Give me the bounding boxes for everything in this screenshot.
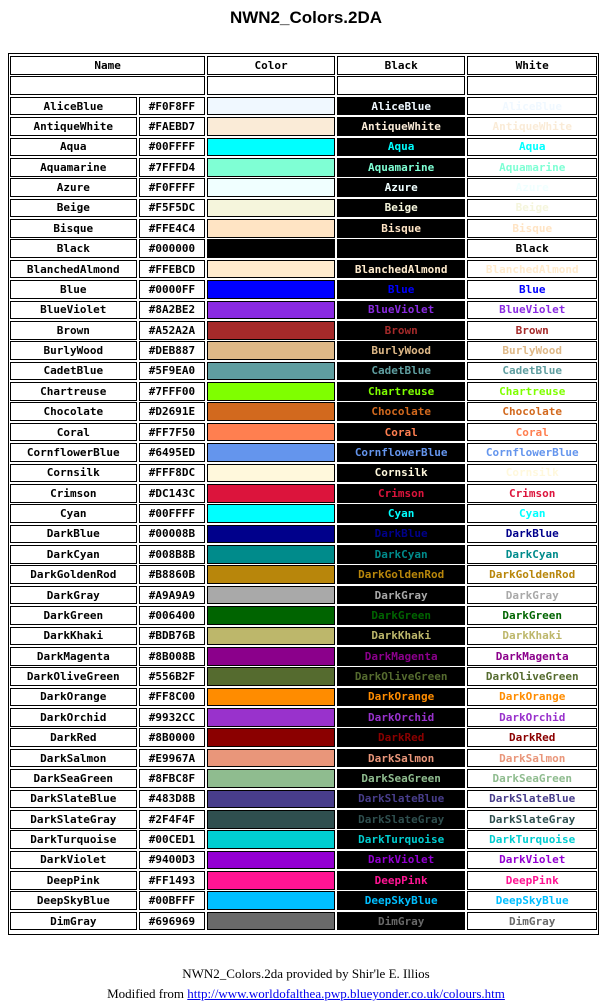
table-row <box>10 912 597 931</box>
table-row <box>10 525 597 544</box>
color-swatch <box>207 239 335 258</box>
color-name: Coral <box>10 423 137 442</box>
color-hex: #F0FFFF <box>139 178 206 197</box>
header-row <box>10 56 597 75</box>
color-swatch <box>207 851 335 870</box>
color-hex: #8B0000 <box>139 728 206 747</box>
spacer-cell <box>467 76 597 95</box>
color-hex: #A9A9A9 <box>139 586 206 605</box>
color-swatch <box>207 484 335 503</box>
table-row <box>10 321 597 340</box>
color-swatch <box>207 728 335 747</box>
header-name: Name <box>10 56 205 75</box>
name-on-black: Blue <box>337 280 466 299</box>
color-swatch <box>207 647 335 666</box>
color-swatch <box>207 321 335 340</box>
color-name: DarkKhaki <box>10 627 137 646</box>
color-hex: #FFE4C4 <box>139 219 206 238</box>
name-on-white: DarkSlateBlue <box>467 790 597 809</box>
name-on-white: DeepSkyBlue <box>467 891 597 910</box>
header-color: Color <box>207 56 335 75</box>
color-hex: #D2691E <box>139 402 206 421</box>
color-hex: #8A2BE2 <box>139 301 206 320</box>
name-on-black: DarkGray <box>337 586 466 605</box>
table-row <box>10 749 597 768</box>
name-on-white: DarkTurquoise <box>467 830 597 849</box>
color-name: Azure <box>10 178 137 197</box>
header-white: White <box>467 56 597 75</box>
name-on-black: BlanchedAlmond <box>337 260 466 279</box>
name-on-black: AntiqueWhite <box>337 117 466 136</box>
color-swatch <box>207 891 335 910</box>
color-swatch <box>207 525 335 544</box>
color-name: AliceBlue <box>10 97 137 116</box>
spacer-row <box>10 76 597 95</box>
color-swatch <box>207 443 335 462</box>
color-hex: #6495ED <box>139 443 206 462</box>
name-on-black: DarkSalmon <box>337 749 466 768</box>
color-name: DarkBlue <box>10 525 137 544</box>
name-on-black: Cornsilk <box>337 464 466 483</box>
color-hex: #FF1493 <box>139 871 206 890</box>
color-swatch <box>207 790 335 809</box>
color-hex: #7FFFD4 <box>139 158 206 177</box>
table-row <box>10 504 597 523</box>
table-row <box>10 239 597 258</box>
name-on-black: BurlyWood <box>337 341 466 360</box>
color-swatch <box>207 464 335 483</box>
table-row <box>10 423 597 442</box>
color-name: DarkGreen <box>10 606 137 625</box>
name-on-black: DarkViolet <box>337 851 466 870</box>
name-on-black: DarkSlateGray <box>337 810 466 829</box>
table-row <box>10 728 597 747</box>
color-swatch <box>207 402 335 421</box>
table-row <box>10 851 597 870</box>
color-swatch <box>207 769 335 788</box>
color-hex: #696969 <box>139 912 206 931</box>
header-black: Black <box>337 56 466 75</box>
color-hex: #FAEBD7 <box>139 117 206 136</box>
color-swatch <box>207 688 335 707</box>
color-name: DeepSkyBlue <box>10 891 137 910</box>
table-row <box>10 138 597 157</box>
name-on-white: Aquamarine <box>467 158 597 177</box>
table-row <box>10 769 597 788</box>
color-swatch <box>207 830 335 849</box>
color-swatch <box>207 423 335 442</box>
color-swatch <box>207 667 335 686</box>
table-row <box>10 565 597 584</box>
color-hex: #B8860B <box>139 565 206 584</box>
name-on-black: Black <box>337 239 466 258</box>
name-on-white: DarkRed <box>467 728 597 747</box>
name-on-black: Crimson <box>337 484 466 503</box>
table-row <box>10 871 597 890</box>
name-on-black: DarkGoldenRod <box>337 565 466 584</box>
color-name: DarkRed <box>10 728 137 747</box>
color-hex: #DEB887 <box>139 341 206 360</box>
table-row <box>10 606 597 625</box>
color-hex: #FF7F50 <box>139 423 206 442</box>
color-swatch <box>207 362 335 381</box>
color-swatch <box>207 280 335 299</box>
table-row <box>10 301 597 320</box>
name-on-white: DarkOrchid <box>467 708 597 727</box>
name-on-white: DarkGoldenRod <box>467 565 597 584</box>
color-swatch <box>207 504 335 523</box>
name-on-black: DimGray <box>337 912 466 931</box>
name-on-black: Brown <box>337 321 466 340</box>
name-on-black: Azure <box>337 178 466 197</box>
name-on-black: BlueViolet <box>337 301 466 320</box>
name-on-black: Chartreuse <box>337 382 466 401</box>
name-on-black: Beige <box>337 199 466 218</box>
table-row <box>10 97 597 116</box>
color-name: Bisque <box>10 219 137 238</box>
color-swatch <box>207 810 335 829</box>
table-row <box>10 443 597 462</box>
color-hex: #5F9EA0 <box>139 362 206 381</box>
table-row <box>10 178 597 197</box>
color-hex: #0000FF <box>139 280 206 299</box>
color-name: Brown <box>10 321 137 340</box>
color-swatch <box>207 260 335 279</box>
name-on-white: Brown <box>467 321 597 340</box>
color-name: DeepPink <box>10 871 137 890</box>
table-row <box>10 402 597 421</box>
color-hex: #A52A2A <box>139 321 206 340</box>
color-name: DarkSalmon <box>10 749 137 768</box>
table-row <box>10 891 597 910</box>
color-hex: #8FBC8F <box>139 769 206 788</box>
color-hex: #008B8B <box>139 545 206 564</box>
color-name: DarkGoldenRod <box>10 565 137 584</box>
color-name: Black <box>10 239 137 258</box>
name-on-white: Coral <box>467 423 597 442</box>
color-name: AntiqueWhite <box>10 117 137 136</box>
name-on-black: AliceBlue <box>337 97 466 116</box>
color-hex: #483D8B <box>139 790 206 809</box>
color-swatch <box>207 301 335 320</box>
color-swatch <box>207 586 335 605</box>
name-on-white: DeepPink <box>467 871 597 890</box>
name-on-white: Chartreuse <box>467 382 597 401</box>
color-hex: #FFEBCD <box>139 260 206 279</box>
name-on-black: DarkTurquoise <box>337 830 466 849</box>
name-on-black: DarkGreen <box>337 606 466 625</box>
color-hex: #000000 <box>139 239 206 258</box>
name-on-white: DarkMagenta <box>467 647 597 666</box>
name-on-white: DarkGray <box>467 586 597 605</box>
color-name: BurlyWood <box>10 341 137 360</box>
name-on-white: Cornsilk <box>467 464 597 483</box>
color-name: BlanchedAlmond <box>10 260 137 279</box>
name-on-white: Bisque <box>467 219 597 238</box>
name-on-black: DarkSeaGreen <box>337 769 466 788</box>
color-hex: #FF8C00 <box>139 688 206 707</box>
color-hex: #F5F5DC <box>139 199 206 218</box>
table-row <box>10 464 597 483</box>
table-row <box>10 688 597 707</box>
table-row <box>10 280 597 299</box>
name-on-white: CornflowerBlue <box>467 443 597 462</box>
color-hex: #7FFF00 <box>139 382 206 401</box>
name-on-black: CadetBlue <box>337 362 466 381</box>
name-on-black: DarkCyan <box>337 545 466 564</box>
name-on-white: CadetBlue <box>467 362 597 381</box>
name-on-white: DarkGreen <box>467 606 597 625</box>
name-on-black: Bisque <box>337 219 466 238</box>
name-on-black: Aquamarine <box>337 158 466 177</box>
color-swatch <box>207 606 335 625</box>
color-name: DarkTurquoise <box>10 830 137 849</box>
table-row <box>10 341 597 360</box>
color-hex: #DC143C <box>139 484 206 503</box>
color-hex: #BDB76B <box>139 627 206 646</box>
color-hex: #8B008B <box>139 647 206 666</box>
color-swatch <box>207 219 335 238</box>
color-swatch <box>207 708 335 727</box>
color-hex: #00CED1 <box>139 830 206 849</box>
name-on-white: DarkOrange <box>467 688 597 707</box>
color-swatch <box>207 545 335 564</box>
name-on-white: BurlyWood <box>467 341 597 360</box>
color-name: DimGray <box>10 912 137 931</box>
name-on-white: AntiqueWhite <box>467 117 597 136</box>
color-name: BlueViolet <box>10 301 137 320</box>
footer-credit: NWN2_Colors.2da provided by Shir'le E. Illios <box>182 966 430 981</box>
color-name: Cyan <box>10 504 137 523</box>
color-name: DarkCyan <box>10 545 137 564</box>
color-name: DarkSlateGray <box>10 810 137 829</box>
name-on-black: Cyan <box>337 504 466 523</box>
color-name: DarkSeaGreen <box>10 769 137 788</box>
name-on-white: DarkSlateGray <box>467 810 597 829</box>
table-row <box>10 586 597 605</box>
color-name: DarkSlateBlue <box>10 790 137 809</box>
color-swatch <box>207 341 335 360</box>
table-row <box>10 627 597 646</box>
color-hex: #556B2F <box>139 667 206 686</box>
color-hex: #00008B <box>139 525 206 544</box>
table-row <box>10 708 597 727</box>
color-table <box>8 53 599 935</box>
spacer-cell <box>207 76 335 95</box>
color-hex: #E9967A <box>139 749 206 768</box>
color-hex: #F0F8FF <box>139 97 206 116</box>
color-rows <box>10 97 597 931</box>
name-on-white: BlanchedAlmond <box>467 260 597 279</box>
color-swatch <box>207 117 335 136</box>
name-on-black: DarkSlateBlue <box>337 790 466 809</box>
color-name: DarkMagenta <box>10 647 137 666</box>
table-row <box>10 830 597 849</box>
name-on-white: Cyan <box>467 504 597 523</box>
source-link[interactable]: http://www.worldofalthea.pwp.blueyonder.co.uk/colours.htm <box>187 986 505 1001</box>
color-hex: #9400D3 <box>139 851 206 870</box>
name-on-black: DarkMagenta <box>337 647 466 666</box>
name-on-white: DarkOliveGreen <box>467 667 597 686</box>
color-name: CornflowerBlue <box>10 443 137 462</box>
table-row <box>10 790 597 809</box>
color-hex: #00BFFF <box>139 891 206 910</box>
color-swatch <box>207 749 335 768</box>
color-name: DarkViolet <box>10 851 137 870</box>
footer-source <box>0 986 612 1002</box>
color-hex: #9932CC <box>139 708 206 727</box>
name-on-white: DarkSeaGreen <box>467 769 597 788</box>
name-on-white: DarkViolet <box>467 851 597 870</box>
color-name: DarkOrchid <box>10 708 137 727</box>
name-on-white: Azure <box>467 178 597 197</box>
color-hex: #00FFFF <box>139 504 206 523</box>
footer-prefix: Modified from <box>107 986 188 1001</box>
color-name: DarkOrange <box>10 688 137 707</box>
name-on-white: DarkKhaki <box>467 627 597 646</box>
color-name: Crimson <box>10 484 137 503</box>
table-row <box>10 667 597 686</box>
name-on-black: DarkOrchid <box>337 708 466 727</box>
color-swatch <box>207 912 335 931</box>
color-swatch <box>207 97 335 116</box>
color-swatch <box>207 138 335 157</box>
name-on-black: DarkOrange <box>337 688 466 707</box>
name-on-black: DarkOliveGreen <box>337 667 466 686</box>
color-name: DarkOliveGreen <box>10 667 137 686</box>
name-on-black: DeepPink <box>337 871 466 890</box>
table-row <box>10 362 597 381</box>
color-name: Aqua <box>10 138 137 157</box>
table-row <box>10 382 597 401</box>
name-on-white: DarkCyan <box>467 545 597 564</box>
color-name: Blue <box>10 280 137 299</box>
name-on-black: Coral <box>337 423 466 442</box>
name-on-white: DarkSalmon <box>467 749 597 768</box>
color-swatch <box>207 382 335 401</box>
color-hex: #00FFFF <box>139 138 206 157</box>
name-on-black: DeepSkyBlue <box>337 891 466 910</box>
table-row <box>10 219 597 238</box>
color-hex: #2F4F4F <box>139 810 206 829</box>
name-on-black: DarkKhaki <box>337 627 466 646</box>
color-name: Beige <box>10 199 137 218</box>
color-name: Chocolate <box>10 402 137 421</box>
table-row <box>10 647 597 666</box>
name-on-white: Crimson <box>467 484 597 503</box>
name-on-white: DarkBlue <box>467 525 597 544</box>
color-name: CadetBlue <box>10 362 137 381</box>
color-hex: #FFF8DC <box>139 464 206 483</box>
color-hex: #006400 <box>139 606 206 625</box>
name-on-black: Chocolate <box>337 402 466 421</box>
table-row <box>10 260 597 279</box>
table-row <box>10 199 597 218</box>
color-swatch <box>207 565 335 584</box>
color-swatch <box>207 178 335 197</box>
name-on-white: Chocolate <box>467 402 597 421</box>
table-row <box>10 158 597 177</box>
color-name: Cornsilk <box>10 464 137 483</box>
name-on-black: DarkBlue <box>337 525 466 544</box>
name-on-white: AliceBlue <box>467 97 597 116</box>
color-swatch <box>207 199 335 218</box>
table-row <box>10 484 597 503</box>
color-name: DarkGray <box>10 586 137 605</box>
color-name: Chartreuse <box>10 382 137 401</box>
table-row <box>10 545 597 564</box>
color-swatch <box>207 627 335 646</box>
name-on-white: BlueViolet <box>467 301 597 320</box>
page-title: NWN2_Colors.2DA <box>229 8 383 27</box>
name-on-black: DarkRed <box>337 728 466 747</box>
name-on-white: Aqua <box>467 138 597 157</box>
name-on-white: Blue <box>467 280 597 299</box>
table-row <box>10 810 597 829</box>
color-swatch <box>207 158 335 177</box>
name-on-white: Black <box>467 239 597 258</box>
name-on-black: Aqua <box>337 138 466 157</box>
color-name: Aquamarine <box>10 158 137 177</box>
table-row <box>10 117 597 136</box>
name-on-white: Beige <box>467 199 597 218</box>
color-swatch <box>207 871 335 890</box>
name-on-black: CornflowerBlue <box>337 443 466 462</box>
spacer-cell <box>10 76 205 95</box>
name-on-white: DimGray <box>467 912 597 931</box>
spacer-cell <box>337 76 466 95</box>
